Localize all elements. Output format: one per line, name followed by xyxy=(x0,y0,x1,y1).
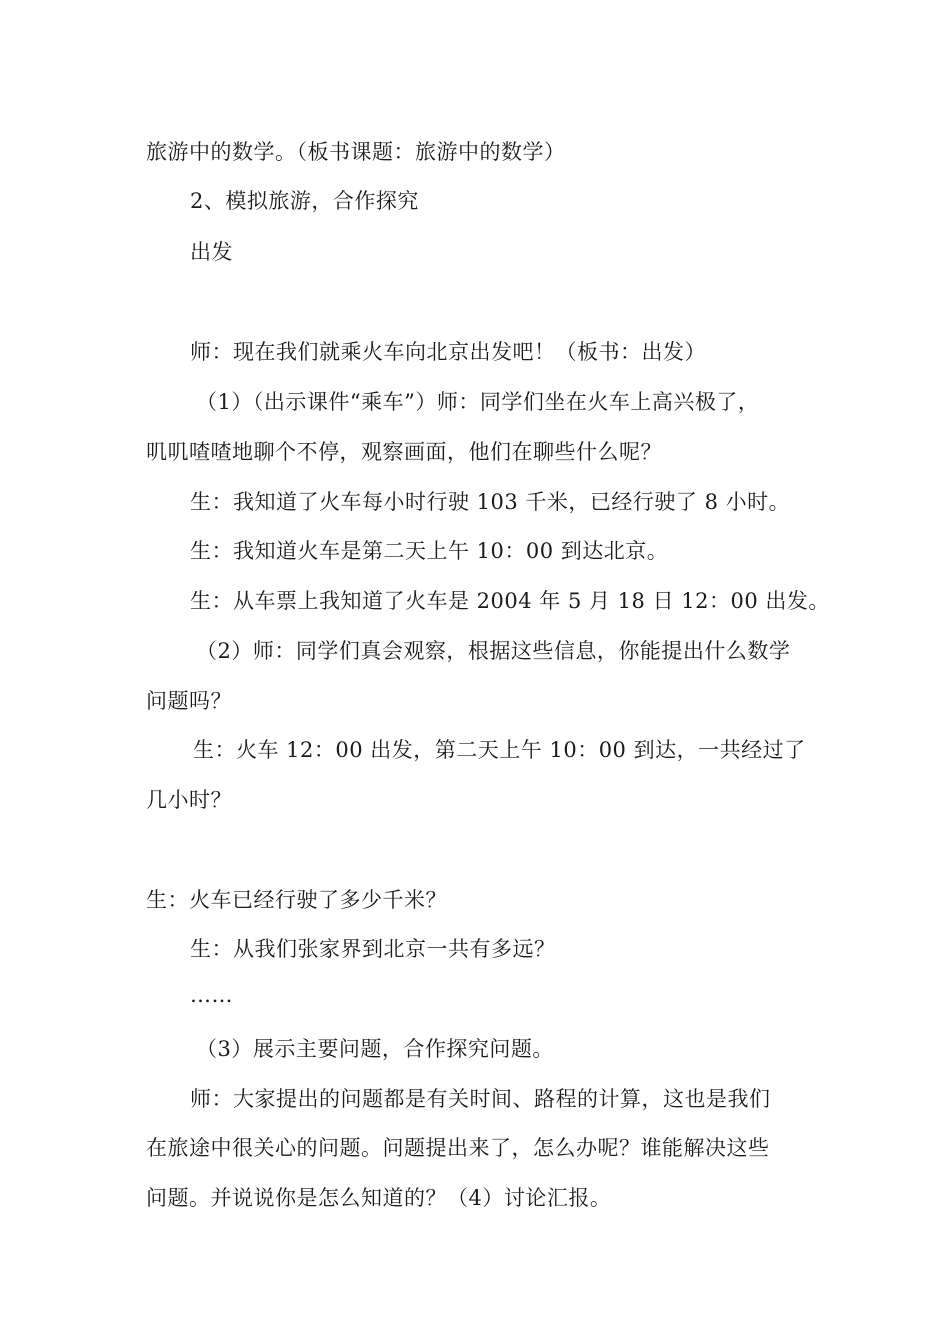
text-line-16: …… xyxy=(190,983,233,1007)
text-line-13: 几小时？ xyxy=(146,788,232,812)
text-line-3: 出发 xyxy=(190,240,233,264)
text-line-1: 旅游中的数学。（板书课题：旅游中的数学） xyxy=(146,140,566,164)
text-line-2: 2、模拟旅游，合作探究 xyxy=(190,189,419,213)
text-line-4: 师：现在我们就乘火车向北京出发吧！（板书：出发） xyxy=(190,340,706,364)
text-line-10: （2）师：同学们真会观察，根据这些信息，你能提出什么数学 xyxy=(196,639,791,663)
text-line-19: 在旅途中很关心的问题。问题提出来了，怎么办呢？谁能解决这些 xyxy=(146,1136,770,1160)
text-line-12: 生：火车 12：00 出发，第二天上午 10：00 到达，一共经过了 xyxy=(193,738,806,762)
text-line-15: 生：从我们张家界到北京一共有多远？ xyxy=(190,937,556,961)
text-line-8: 生：我知道火车是第二天上午 10：00 到达北京。 xyxy=(190,539,669,563)
text-line-9: 生：从车票上我知道了火车是 2004 年 5 月 18 日 12：00 出发。 xyxy=(190,589,830,613)
text-line-11: 问题吗？ xyxy=(146,689,232,713)
text-line-17: （3）展示主要问题，合作探究问题。 xyxy=(196,1037,554,1061)
text-line-7: 生：我知道了火车每小时行驶 103 千米，已经行驶了 8 小时。 xyxy=(190,490,791,514)
text-line-18: 师：大家提出的问题都是有关时间、路程的计算，这也是我们 xyxy=(190,1087,771,1111)
text-line-5: （1）（出示课件“乘车”）师：同学们坐在火车上高兴极了， xyxy=(196,390,760,414)
text-line-20: 问题。并说说你是怎么知道的？（4）讨论汇报。 xyxy=(146,1186,612,1210)
text-line-6: 叽叽喳喳地聊个不停，观察画面，他们在聊些什么呢？ xyxy=(146,440,662,464)
text-line-14: 生：火车已经行驶了多少千米？ xyxy=(146,888,447,912)
